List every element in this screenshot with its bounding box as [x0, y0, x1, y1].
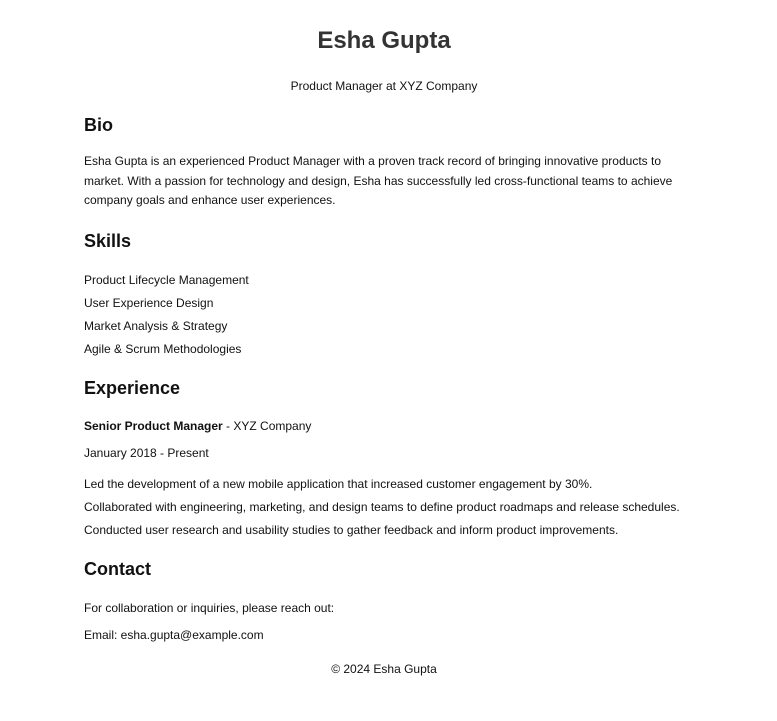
skill-item: Agile & Scrum Methodologies	[84, 342, 242, 356]
skill-item: User Experience Design	[84, 296, 214, 310]
experience-item: Led the development of a new mobile application that increased customer engagement by 30%.	[84, 477, 593, 491]
experience-item: Collaborated with engineering, marketing, and design teams to define product roadmaps and release schedules.	[84, 500, 680, 514]
skill-item: Market Analysis & Strategy	[84, 319, 228, 333]
job-title: Senior Product Manager	[84, 419, 223, 433]
experience-dates: January 2018 - Present	[84, 446, 209, 460]
bio-text: Esha Gupta is an experienced Product Manager with a proven track record of bringing innovative products to market. With a passion for technology and design, Esha has successfully led cross-functional teams to achieve company goals and enhance user experiences.	[84, 154, 673, 207]
contact-heading: Contact	[84, 559, 151, 579]
experience-role	[84, 418, 311, 434]
contact-email: Email: esha.gupta@example.com	[84, 628, 264, 642]
company-name: - XYZ Company	[222, 419, 312, 433]
job-tagline: Product Manager at XYZ Company	[290, 79, 478, 93]
experience-item: Conducted user research and usability studies to gather feedback and inform product improvements.	[84, 523, 619, 537]
skill-item: Product Lifecycle Management	[84, 273, 249, 287]
skills-heading: Skills	[84, 231, 132, 251]
bio-heading: Bio	[84, 115, 113, 135]
experience-heading: Experience	[84, 378, 181, 398]
page-title: Esha Gupta	[317, 27, 451, 54]
footer-copyright: © 2024 Esha Gupta	[331, 662, 437, 676]
contact-intro: For collaboration or inquiries, please reach out:	[84, 601, 335, 615]
